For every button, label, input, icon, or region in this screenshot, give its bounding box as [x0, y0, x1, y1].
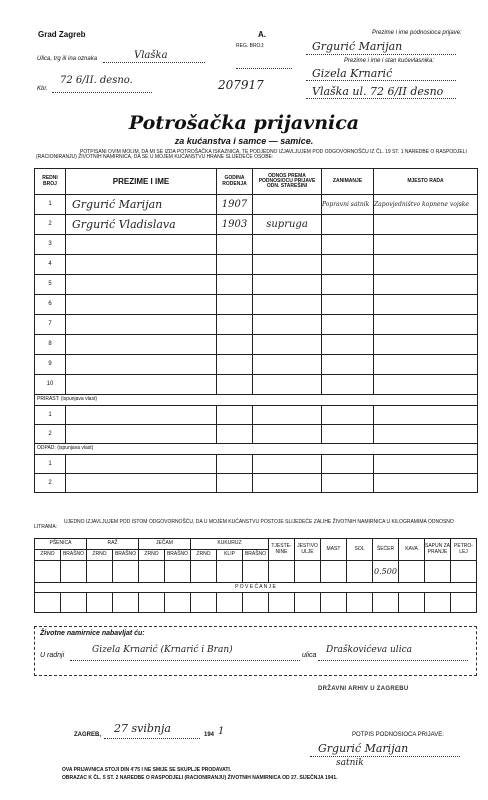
form-subtitle: za kućanstva i samce — samice. [174, 136, 314, 146]
signature-label: POTPIS PODNOSIOCA PRIJAVE: [352, 732, 444, 738]
stock-values-row [35, 561, 477, 583]
col-header-name: PREZIME I IME [66, 169, 217, 195]
col-tjestenine: TJESTE-NINE [269, 539, 295, 561]
applicant-label: Prezime i ime podnosioca prijave: [372, 30, 462, 36]
kbr-value: 72 6/II. desno. [60, 75, 133, 86]
supply-street-label: ulica [302, 652, 317, 659]
row-number: 10 [35, 375, 66, 395]
footer-year-prefix: 194 [204, 732, 215, 738]
table-row [35, 315, 478, 335]
table-row [35, 235, 478, 255]
kbr-label: Kbr. [37, 86, 48, 92]
landlord-label: Prezime i ime i stan kućevlasnika: [344, 58, 435, 64]
row-number: 4 [35, 255, 66, 275]
row-name: Grgurić Marijan [66, 195, 217, 215]
table-row [35, 195, 478, 215]
row-workplace [374, 215, 478, 235]
col-kava: KAVA [399, 539, 425, 561]
applicant-value: Grgurić Marijan [312, 40, 403, 53]
col-mast: MAST [321, 539, 347, 561]
sub-col: BRAŠNO [61, 550, 87, 561]
group-psenica: PŠENICA [35, 539, 87, 550]
section-letter: A. [258, 30, 266, 39]
group-kukuruz: KUKURUZ [191, 539, 269, 550]
prirast-label: PRIRAST: (ispunjava vlast) [35, 395, 478, 406]
prirast-row [35, 425, 478, 444]
signature-title: satnik [336, 758, 364, 768]
row-number: 8 [35, 335, 66, 355]
row-relation: supruga [253, 215, 322, 235]
landlord-value: Gizela Krnarić [312, 67, 393, 80]
col-sapun: SAPUN ZA PRANJE [425, 539, 451, 561]
stock-table [34, 538, 477, 613]
row-number: 6 [35, 295, 66, 315]
intro-text: POTPISANI OVIM MOLIM, DA MI SE IZDA POTROŠAČKA ISKAZNICA, TE PODJEDNO IZJAVLJUJEM POD ODGOVORNOŠĆU IZ ČL. 19 ST. 1 NAREDBE O RASPODJELI (RACIONIRANJU) ŽIVOTNIH NAMIRNICA, DA SE U MOJEM KUĆANSTVU HRANE SLIJEDEĆE OSOBE: [36, 149, 467, 161]
city-name: Grad Zagreb [38, 30, 86, 39]
row-number: 2 [35, 474, 66, 493]
footer-place: ZAGREB, [74, 732, 101, 738]
table-row [35, 215, 478, 235]
group-raz: RAŽ [87, 539, 139, 550]
table-row [35, 335, 478, 355]
row-number: 3 [35, 235, 66, 255]
col-header-occupation: ZANIMANJE [322, 169, 374, 195]
supply-street-value: Draškovićeva ulica [326, 645, 412, 655]
col-header-number: REDNI BROJ [35, 169, 66, 195]
col-header-workplace: MJESTO RADA [374, 169, 478, 195]
col-header-relation: ODNOS PREMA PODNOSIOCU PRIJAVE ODN. STAREŠINI [253, 169, 322, 195]
row-number: 7 [35, 315, 66, 335]
povecanje-label: P O V E Ć A N J E [35, 583, 477, 593]
sub-col: BRAŠNO [113, 550, 139, 561]
sub-col: BRAŠNO [165, 550, 191, 561]
row-workplace: Zapovjedništvo kopnene vojske [374, 195, 478, 215]
col-secer: ŠEĆER [373, 539, 399, 561]
table-row [35, 255, 478, 275]
prirast-row [35, 406, 478, 425]
sub-col: BRAŠNO [243, 550, 269, 561]
street-value: Vlaška [134, 50, 168, 61]
household-table [34, 168, 478, 493]
sub-col: ZRNO [139, 550, 165, 561]
row-number: 2 [35, 215, 66, 235]
stock-secer-value: 0.500 [373, 561, 399, 583]
landlord-address: Vlaška ul. 72 6/II desno [312, 85, 444, 98]
povecanje-row [35, 593, 477, 613]
supply-shop-label: U radnji [40, 652, 65, 659]
odpad-label-row [35, 444, 478, 455]
footer-note-form: OBRAZAC K ČL. 5 ST. 2 NAREDBE O RASPODJELI (RACIONIRANJU) ŽIVOTNIH NAMIRNICA OD 27. SIJEČNJA 1941. [62, 775, 338, 781]
stock-text: UJEDNO IZJAVLJUJEM POD ISTOM ODGOVORNOŠĆU, DA U MOJEM KUĆANSTVU POSTOJE SLIJEDEĆE ZALIHE ŽIVOTNIH NAMIRNICA U KILOGRAMIMA ODNOSNO LITRAMA: [34, 519, 454, 531]
col-header-year: GODINA RODENJA [217, 169, 253, 195]
reg-value: 207917 [218, 78, 264, 92]
sub-col: KLIP [217, 550, 243, 561]
row-number: 1 [35, 195, 66, 215]
table-row [35, 275, 478, 295]
row-number: 1 [35, 406, 66, 425]
table-header-row [35, 169, 478, 195]
row-number: 5 [35, 275, 66, 295]
sub-col: ZRNO [35, 550, 61, 561]
row-occupation: Popravni satnik [322, 195, 374, 215]
row-occupation [322, 215, 374, 235]
odpad-row [35, 455, 478, 474]
signature-value: Grgurić Marijan [318, 742, 409, 755]
prirast-label-row [35, 395, 478, 406]
col-ulje: JESTIVO ULJE [295, 539, 321, 561]
odpad-row [35, 474, 478, 493]
odpad-label: ODPAD: (ispunjava vlast) [35, 444, 478, 455]
row-number: 1 [35, 455, 66, 474]
group-jecam: JEČAM [139, 539, 191, 550]
row-name: Grgurić Vladislava [66, 215, 217, 235]
form-title: Potrošačka prijavnica [128, 112, 360, 134]
footer-note-price: OVA PRIJAVNICA STOJI DIN 4'75 I NE SMIJE SE SKUPLJE PRODAVATI. [62, 767, 232, 773]
supply-label: Životne namirnice nabavljat ću: [40, 630, 145, 637]
row-year: 1907 [217, 195, 253, 215]
table-row [35, 375, 478, 395]
sub-col: ZRNO [87, 550, 113, 561]
row-number: 9 [35, 355, 66, 375]
reg-label: REG. BROJ: [236, 43, 265, 49]
table-row [35, 355, 478, 375]
col-sol: SOL [347, 539, 373, 561]
footer-date: 27 svibnja [114, 722, 171, 735]
row-relation [253, 195, 322, 215]
col-petrolej: PETRO-LEJ [451, 539, 477, 561]
street-label: Ulica, trg ili ina oznaka [37, 56, 98, 62]
row-year: 1903 [217, 215, 253, 235]
supply-shop-value: Gizela Krnarić (Krnarić i Bran) [92, 645, 233, 655]
archive-stamp: DRŽAVNI ARHIV U ZAGREBU [318, 686, 409, 692]
row-number: 2 [35, 425, 66, 444]
sub-col: ZRNO [191, 550, 217, 561]
footer-year-digit: 1 [218, 726, 225, 737]
table-row [35, 295, 478, 315]
